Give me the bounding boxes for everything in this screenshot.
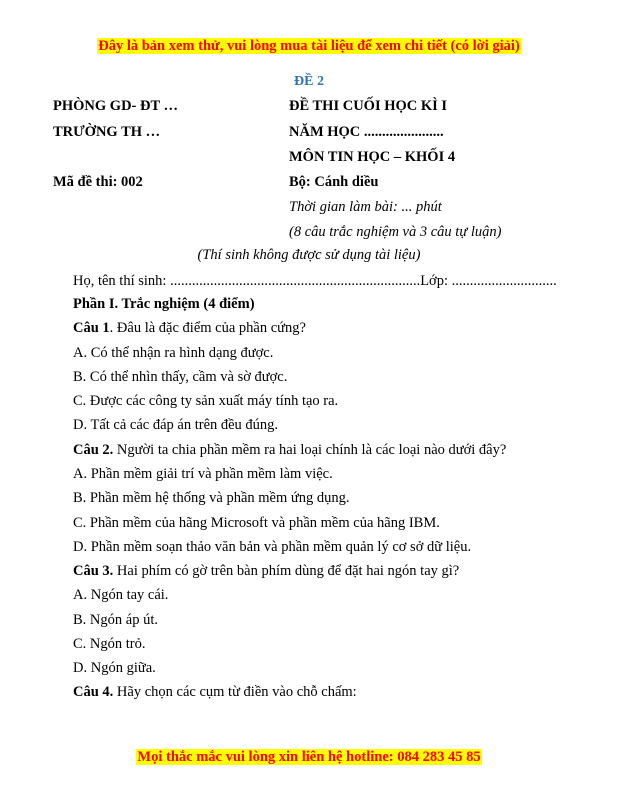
question-1 (73, 320, 306, 337)
question-3-option-b: B. Ngón áp út. (73, 612, 158, 628)
duration: Thời gian làm bài: ... phút (289, 199, 442, 215)
question-2 (73, 442, 506, 459)
question-3-option-a: A. Ngón tay cái. (73, 587, 169, 603)
exam-title: ĐỀ THI CUỐI HỌC KÌ I (289, 98, 448, 114)
subject: MÔN TIN HỌC – KHỐI 4 (289, 149, 456, 165)
school-year: NĂM HỌC ...................... (289, 124, 444, 140)
question-3 (73, 563, 459, 580)
question-3-label: Câu 3. (73, 563, 114, 579)
question-4-text: Hãy chọn các cụm từ điền vào chỗ chấm: (113, 684, 357, 700)
question-1-label: Câu 1 (73, 320, 110, 336)
question-1-option-b: B. Có thể nhìn thấy, cầm và sờ được. (73, 369, 288, 385)
bottom-notice (0, 748, 618, 766)
question-2-text: Người ta chia phần mềm ra hai loại chính là các loại nào dưới đây? (113, 442, 507, 458)
question-3-text: Hai phím có gờ trên bàn phím dùng để đặt hai ngón tay gì? (113, 563, 460, 579)
question-3-option-c: C. Ngón trỏ. (73, 636, 146, 652)
school: TRƯỜNG TH … (53, 124, 161, 140)
department: PHÒNG GD- ĐT … (53, 98, 178, 114)
no-materials-note: (Thí sinh không được sử dụng tài liệu) (197, 247, 421, 263)
question-1-option-c: C. Được các công ty sản xuất máy tính tạo ra. (73, 393, 339, 409)
top-notice-text: Đây là bản xem thử, vui lòng mua tài liệu để xem chi tiết (có lời giải) (98, 38, 520, 54)
top-notice (0, 37, 618, 55)
question-1-text: . Đâu là đặc điểm của phần cứng? (109, 320, 306, 336)
question-2-label: Câu 2. (73, 442, 114, 458)
question-2-option-c: C. Phần mềm của hãng Microsoft và phần mềm của hãng IBM. (73, 515, 440, 531)
question-2-option-b: B. Phần mềm hệ thống và phần mềm ứng dụng. (73, 490, 350, 506)
question-3-option-d: D. Ngón giữa. (73, 660, 156, 676)
exam-id: Mã đề thi: 002 (53, 174, 143, 190)
question-4-label: Câu 4. (73, 684, 114, 700)
question-1-option-a: A. Có thể nhận ra hình dạng được. (73, 345, 274, 361)
bottom-notice-text: Mọi thắc mắc vui lòng xin liên hệ hotline: 084 283 45 85 (137, 749, 481, 765)
question-4 (73, 684, 357, 701)
exam-code-title: ĐỀ 2 (294, 74, 324, 89)
book-series: Bộ: Cánh diều (289, 174, 379, 190)
question-2-option-a: A. Phần mềm giải trí và phần mềm làm việc. (73, 466, 333, 482)
question-1-option-d: D. Tất cả các đáp án trên đều đúng. (73, 417, 279, 433)
question-2-option-d: D. Phần mềm soạn thảo văn bản và phần mềm quản lý cơ sở dữ liệu. (73, 539, 472, 555)
student-info-line: Họ, tên thí sinh: .....................................................................Lớp: ............................. (73, 273, 557, 289)
exam-structure: (8 câu trắc nghiệm và 3 câu tự luận) (289, 224, 502, 240)
part1-title: Phần I. Trắc nghiệm (4 điểm) (73, 296, 255, 312)
